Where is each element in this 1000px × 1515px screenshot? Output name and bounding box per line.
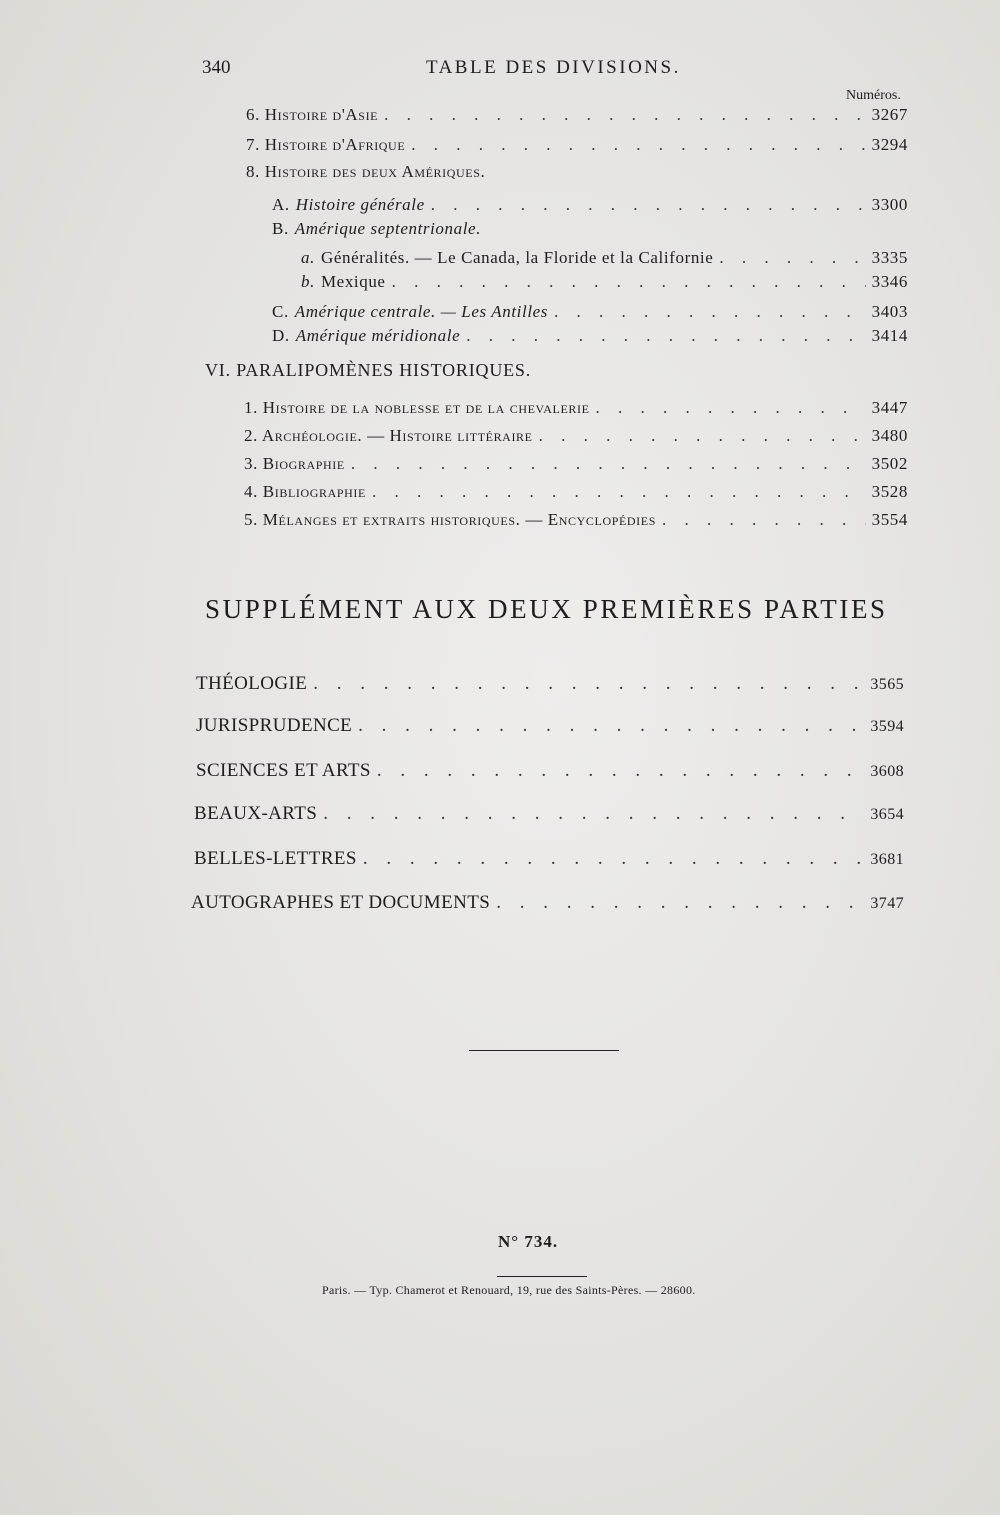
toc-number: 3528 [871, 482, 908, 501]
column-label: Numéros. [846, 88, 901, 103]
toc-entry [244, 482, 908, 502]
leader-dots [323, 803, 864, 825]
toc-number: 3447 [871, 398, 908, 417]
toc-label: Histoire générale [295, 195, 425, 214]
toc-entry [272, 326, 908, 346]
toc-number: 3335 [871, 248, 908, 267]
supplement-label: BEAUX-ARTS [194, 803, 318, 824]
toc-entry [246, 105, 908, 125]
leader-dots [363, 848, 865, 870]
supplement-number: 3594 [870, 718, 904, 735]
toc-label: 5. Mélanges et extraits historiques. — Encyclopédies [244, 510, 656, 529]
leader-dots [554, 302, 866, 322]
leader-dots [384, 105, 865, 125]
leader-dots [496, 892, 864, 914]
leader-dots [662, 510, 866, 530]
toc-prefix: C. [272, 302, 289, 321]
supplement-entry [194, 848, 904, 870]
supplement-entry [196, 760, 904, 782]
leader-dots [719, 248, 865, 268]
toc-entry [244, 426, 908, 446]
leader-dots [431, 195, 866, 215]
toc-label: 1. Histoire de la noblesse et de la chevalerie [244, 398, 590, 417]
supplement-label: SCIENCES ET ARTS [196, 760, 371, 781]
toc-number: 3300 [871, 195, 908, 214]
toc-label: 4. Bibliographie [244, 482, 366, 501]
supplement-entry [196, 715, 904, 737]
divider-rule [469, 1050, 619, 1051]
page-title: TABLE DES DIVISIONS. [426, 57, 681, 78]
toc-entry [301, 272, 908, 292]
supplement-number: 3565 [870, 676, 904, 693]
supplement-number: 3654 [870, 806, 904, 823]
toc-prefix: a. [301, 248, 315, 267]
toc-label: 6. Histoire d'Asie [246, 105, 379, 124]
toc-prefix: b. [301, 272, 315, 291]
leader-dots [411, 135, 865, 155]
leader-dots [358, 715, 864, 737]
supplement-label: JURISPRUDENCE [196, 715, 353, 736]
toc-prefix: D. [272, 326, 290, 345]
supplement-entry [191, 892, 904, 914]
toc-entry [244, 454, 908, 474]
divider-rule [497, 1276, 587, 1277]
leader-dots [351, 454, 866, 474]
toc-entry [246, 135, 908, 155]
toc-number: 3502 [871, 454, 908, 473]
toc-entry [301, 248, 908, 268]
supplement-entry [194, 803, 904, 825]
toc-label: 2. Archéologie. — Histoire littéraire [244, 426, 533, 445]
supplement-number: 3608 [870, 763, 904, 780]
printer-imprint: Paris. — Typ. Chamerot et Renouard, 19, rue des Saints-Pères. — 28600. [322, 1283, 696, 1297]
toc-label: VI. PARALIPOMÈNES HISTORIQUES. [205, 360, 532, 380]
leader-dots [539, 426, 866, 446]
leader-dots [372, 482, 866, 502]
toc-label: Mexique [320, 272, 386, 291]
page-number: 340 [202, 57, 231, 78]
leader-dots [313, 673, 864, 695]
toc-prefix: A. [272, 195, 290, 214]
supplement-label: AUTOGRAPHES ET DOCUMENTS [191, 892, 491, 913]
toc-label: Généralités. — Le Canada, la Floride et la Californie [320, 248, 714, 267]
toc-label: 3. Biographie [244, 454, 345, 473]
toc-number: 3294 [871, 135, 908, 154]
toc-number: 3403 [871, 302, 908, 321]
toc-heading [272, 219, 481, 239]
toc-number: 3414 [871, 326, 908, 345]
toc-number: 3480 [871, 426, 908, 445]
leader-dots [392, 272, 866, 292]
leader-dots [377, 760, 865, 782]
toc-label: Amérique méridionale [295, 326, 461, 345]
toc-entry [272, 195, 908, 215]
supplement-title: SUPPLÉMENT AUX DEUX PREMIÈRES PARTIES [205, 594, 888, 624]
toc-heading [246, 162, 485, 182]
toc-entry [244, 398, 908, 418]
toc-label: Amérique septentrionale. [294, 219, 482, 238]
toc-entry [272, 302, 908, 322]
section-heading [205, 360, 531, 381]
leader-dots [466, 326, 865, 346]
leader-dots [596, 398, 866, 418]
toc-entry [244, 510, 908, 530]
toc-label: 8. Histoire des deux Amériques. [246, 162, 486, 181]
toc-number: 3267 [871, 105, 908, 124]
toc-label: 7. Histoire d'Afrique [246, 135, 406, 154]
supplement-entry [196, 673, 904, 695]
supplement-label: THÉOLOGIE [196, 673, 308, 694]
toc-number: 3554 [871, 510, 908, 529]
toc-prefix: B. [272, 219, 289, 238]
supplement-number: 3681 [870, 851, 904, 868]
issue-number: N° 734. [498, 1232, 559, 1251]
toc-number: 3346 [871, 272, 908, 291]
toc-label: Amérique centrale. — Les Antilles [294, 302, 548, 321]
supplement-label: BELLES-LETTRES [194, 848, 357, 869]
supplement-number: 3747 [870, 895, 904, 912]
